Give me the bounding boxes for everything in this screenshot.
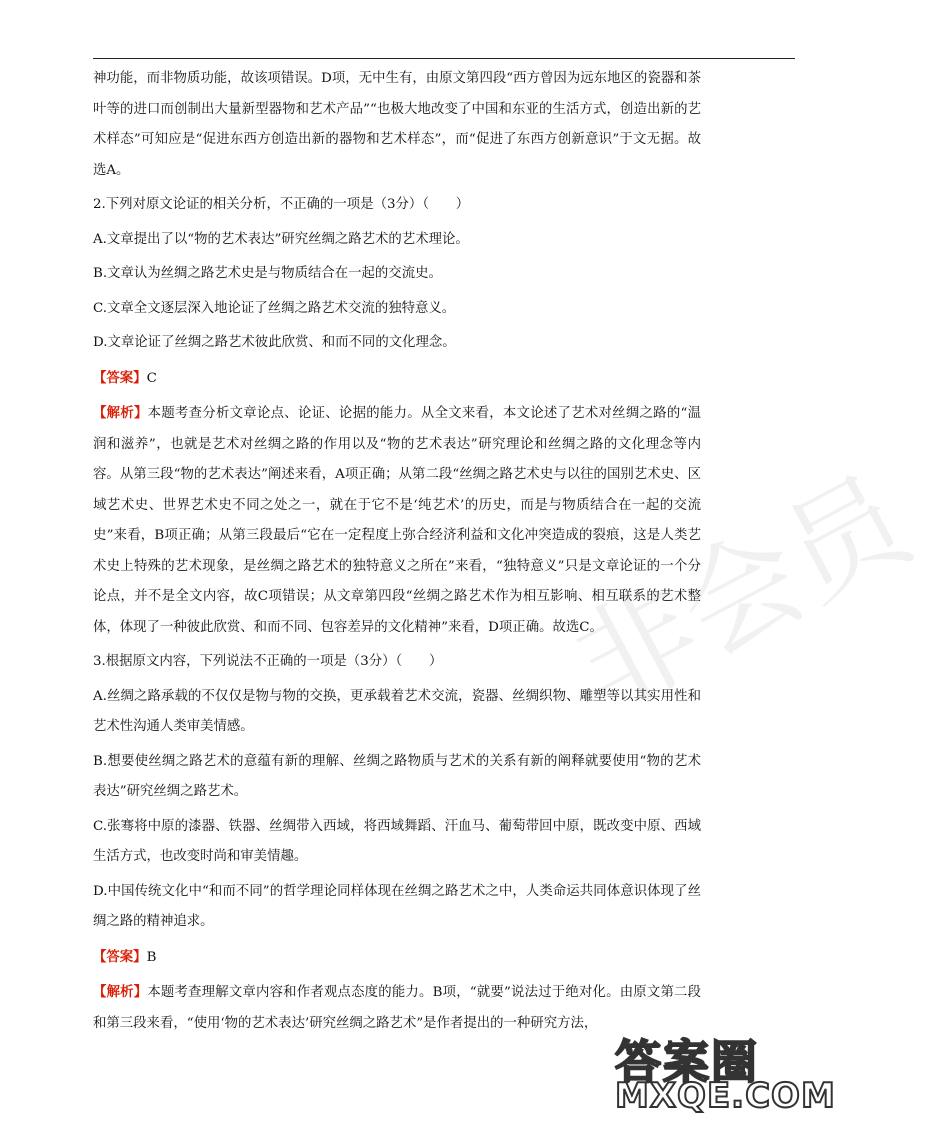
answer-tag: 【答案】	[93, 948, 147, 965]
option-d	[93, 877, 701, 938]
paragraph-text: A.文章提出了以“物的艺术表达”研究丝绸之路艺术的艺术理论。	[93, 231, 469, 247]
paragraph-text: D.文章论证了丝绸之路艺术彼此欣赏、和而不同的文化理念。	[93, 335, 456, 350]
document-body	[93, 64, 701, 1043]
option-a	[93, 682, 701, 743]
option-c	[93, 812, 701, 873]
question-stem	[93, 190, 701, 221]
header-rule	[93, 58, 795, 59]
option-d	[93, 328, 701, 359]
analysis-tag: 【解析】	[93, 984, 148, 1000]
paragraph-text: D.中国传统文化中“和而不同”的哲学理论同样体现在丝绸之路艺术之中，人类命运共同体意识体现了丝绸之路的精神追求。	[93, 883, 701, 929]
analysis	[93, 977, 701, 1039]
answer-letter: B	[146, 949, 157, 965]
question-stem	[93, 647, 701, 678]
paragraph-text: C.张骞将中原的漆器、铁器、丝绸带入西域，将西域舞蹈、汗血马、葡萄带回中原，既改变中原、西域生活方式，也改变时尚和审美情趣。	[93, 818, 701, 864]
analysis	[93, 398, 701, 643]
option-b	[93, 747, 701, 808]
answer-tag: 【答案】	[93, 369, 147, 386]
paragraph-text: 神功能，而非物质功能，故该项错误。D项，无中生有，由原文第四段“西方曾因为远东地区的瓷器和茶叶等的进口而创制出大量新型器物和艺术产品”“也极大地改变了中国和东亚的生活方式，创造出新的艺术样态”可知应是“促进东西方创造出新的器物和艺术样态”，而“促进了东西方创新意识”于文无据。故选A。	[93, 71, 701, 178]
paragraph-text: B.想要使丝绸之路艺术的意蕴有新的理解、丝绸之路物质与艺术的关系有新的阐释就要使用“物的艺术表达”研究丝绸之路艺术。	[93, 753, 701, 799]
paragraph-text: 3.根据原文内容，下列说法不正确的一项是（3分）（ ）	[93, 654, 443, 669]
option-a	[93, 225, 701, 256]
analysis-text: 本题考查分析文章论点、论证、论据的能力。从全文来看，本文论述了艺术对丝绸之路的“温润和滋养”，也就是艺术对丝绸之路的作用以及“物的艺术表达”研究理论和丝绸之路的文化理念等内容。从第三段“物的艺术表达”阐述来看，A项正确；从第二段“丝绸之路艺术史与以往的国别艺术史、区域艺术史、世界艺术史不同之处之一，就在于它不是‘纯艺术’的历史，而是与物质结合在一起的交流史”来看，B项正确；从第三段最后“它在一定程度上弥合经济利益和文化冲突造成的裂痕，这是人类艺术史上特殊的艺术现象，是丝绸之路艺术的独特意义之所在”来看，“独特意义”只是文章论证的一个分论点，并不是全文内容，故C项错误；从文章第四段“丝绸之路艺术作为相互影响、相互联系的艺术整体，体现了一种彼此欣赏、和而不同、包容差异的文化精神”来看，D项正确。故选C。	[93, 406, 702, 635]
paragraph-text: B.文章认为丝绸之路艺术史是与物质结合在一起的交流史。	[93, 266, 442, 281]
answer	[93, 942, 701, 974]
logo-cn-text: 答案圈	[615, 1035, 759, 1089]
logo-en-text: MXQE.COM	[615, 1076, 836, 1116]
paragraph-text: C.文章全文逐层深入地论证了丝绸之路艺术交流的独特意义。	[93, 300, 456, 316]
analysis-text: 本题考查理解文章内容和作者观点态度的能力。B项，“就要”说法过于绝对化。由原文第二段和第三段来看，“使用‘物的艺术表达’研究丝绸之路艺术”是作者提出的一种研究方法，	[93, 985, 702, 1031]
answer	[93, 363, 701, 395]
site-logo	[615, 1026, 836, 1116]
option-b	[93, 259, 701, 290]
analysis-tag: 【解析】	[93, 405, 148, 421]
paragraph	[93, 64, 701, 186]
answer-letter: C	[146, 370, 157, 386]
paragraph-text: 2.下列对原文论证的相关分析，不正确的一项是（3分）（ ）	[93, 197, 470, 212]
watermark: 非会员	[553, 449, 931, 738]
paragraph-text: A.丝绸之路承载的不仅仅是物与物的交换，更承载着艺术交流，瓷器、丝绸织物、雕塑等以其实用性和艺术性沟通人类审美情感。	[93, 688, 701, 734]
option-c	[93, 294, 701, 325]
